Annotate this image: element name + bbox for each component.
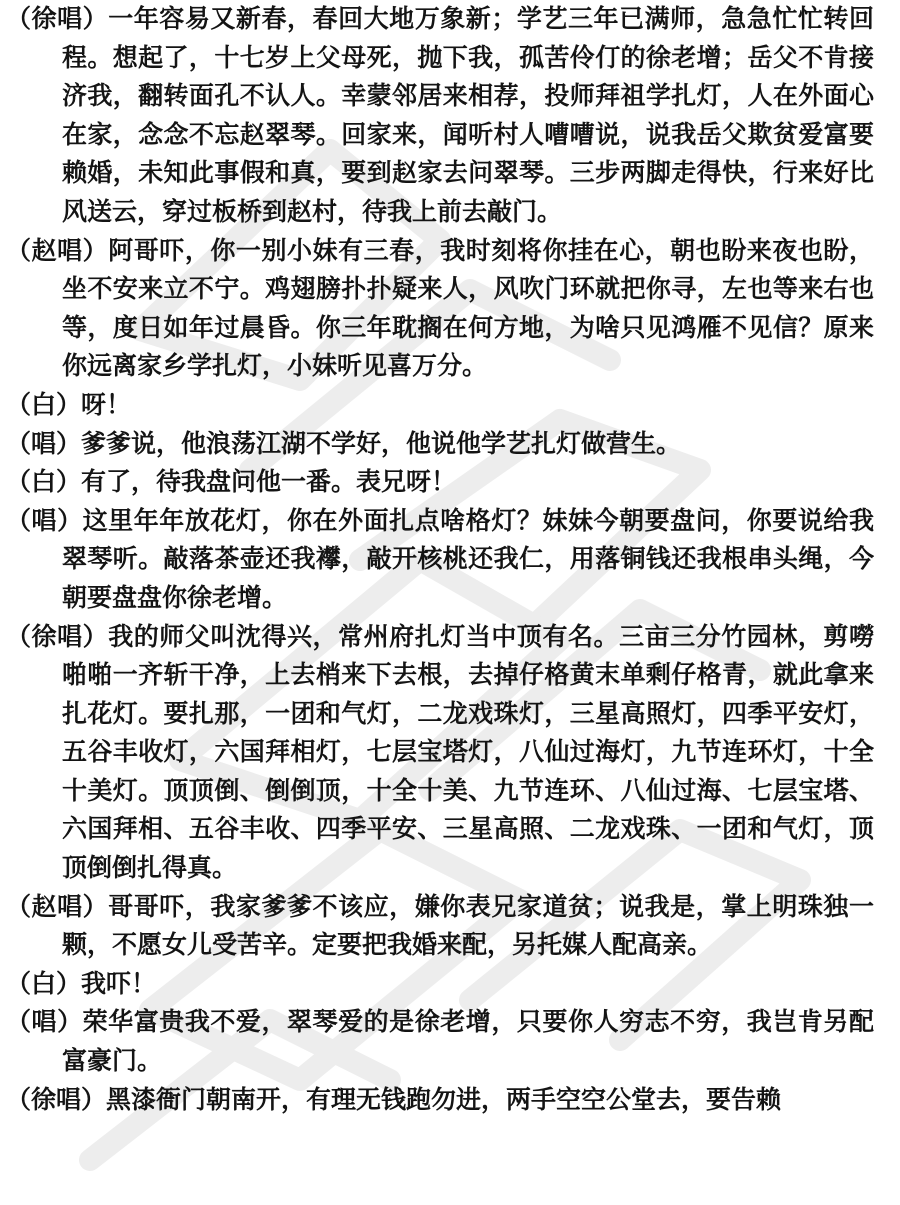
dialogue-text: 我吓！ — [81, 968, 157, 998]
dialogue-paragraph — [6, 425, 874, 464]
role-label: （白） — [6, 467, 82, 497]
dialogue-text: 荣华富贵我不爱，翠琴爱的是徐老增，只要你人穷志不穷，我岂肯另配富豪门。 — [62, 1007, 874, 1076]
dialogue-paragraph — [6, 463, 874, 502]
role-label: （白） — [6, 389, 82, 419]
role-label: （唱） — [6, 428, 82, 458]
role-label: （徐唱） — [6, 621, 109, 651]
dialogue-text: 这里年年放花灯，你在外面扎点啥格灯？妹妹今朝要盘问，你要说给我翠琴听。敲落茶壶还我襻，敲开核桃还我仁，用落铜钱还我根串头绳，今朝要盘盘你徐老增。 — [62, 505, 874, 612]
dialogue-text: 阿哥吓，你一别小妹有三春，我时刻将你挂在心，朝也盼来夜也盼，坐不安来立不宁。鸡翅膀扑扑疑来人，风吹门环就把你寻，左也等来右也等，度日如年过晨昏。你三年耽搁在何方地，为啥只见鸿雁不见信？原来你远离家乡学扎灯，小妹听见喜万分。 — [62, 235, 874, 381]
dialogue-text: 我的师父叫沈得兴，常州府扎灯当中顶有名。三亩三分竹园林，剪嘮啪啪一齐斩干净，上去梢来下去根，去掉仔格黄末单剩仔格青，就此拿来扎花灯。要扎那，一团和气灯，二龙戏珠灯，三星高照灯，四季平安灯，五谷丰收灯，六国拜相灯，七层宝塔灯，八仙过海灯，九节连环灯，十全十美灯。顶顶倒、倒倒顶，十全十美、九节连环、八仙过海、七层宝塔、六国拜相、五谷丰收、四季平安、三星高照、二龙戏珠、一团和气灯，顶顶倒倒扎得真。 — [62, 621, 874, 883]
role-label: （唱） — [6, 505, 83, 535]
dialogue-text: 一年容易又新春，春回大地万象新；学艺三年已满师，急急忙忙转回程。想起了，十七岁上父母死，抛下我，孤苦伶仃的徐老增；岳父不肯接济我，翻转面孔不认人。幸蒙邻居来相荐，投师拜祖学扎灯，人在外面心在家，念念不忘赵翠琴。回家来，闻听村人嘈嘈说，说我岳父欺贫爱富要赖婚，未知此事假和真，要到赵家去问翠琴。三步两脚走得快，行来好比风送云，穿过板桥到赵村，待我上前去敲门。 — [62, 4, 874, 226]
dialogue-text: 呀！ — [81, 389, 132, 419]
dialogue-paragraph — [6, 965, 874, 1004]
dialogue-paragraph — [6, 0, 874, 232]
dialogue-text: 哥哥吓，我家爹爹不该应，嫌你表兄家道贫；说我是，掌上明珠独一颗，不愿女儿受苦辛。定要把我婚来配，另托媒人配高亲。 — [62, 891, 874, 960]
dialogue-paragraph — [6, 502, 874, 618]
dialogue-text: 爹爹说，他浪荡江湖不学好，他说他学艺扎灯做营生。 — [81, 428, 682, 458]
role-label: （赵唱） — [6, 235, 109, 265]
dialogue-paragraph — [6, 1081, 874, 1120]
role-label: （徐唱） — [6, 4, 109, 33]
role-label: （唱） — [6, 1007, 83, 1037]
script-text — [6, 0, 874, 1119]
dialogue-text: 黑漆衙门朝南开，有理无钱跑勿进，两手空空公堂去，要告赖 — [106, 1084, 782, 1114]
dialogue-paragraph — [6, 888, 874, 965]
dialogue-paragraph — [6, 618, 874, 888]
role-label: （赵唱） — [6, 891, 109, 921]
dialogue-text: 有了，待我盘问他一番。表兄呀！ — [81, 467, 457, 497]
role-label: （徐唱） — [6, 1084, 107, 1114]
dialogue-paragraph — [6, 386, 874, 425]
dialogue-paragraph — [6, 232, 874, 386]
dialogue-paragraph — [6, 1003, 874, 1080]
role-label: （白） — [6, 968, 82, 998]
